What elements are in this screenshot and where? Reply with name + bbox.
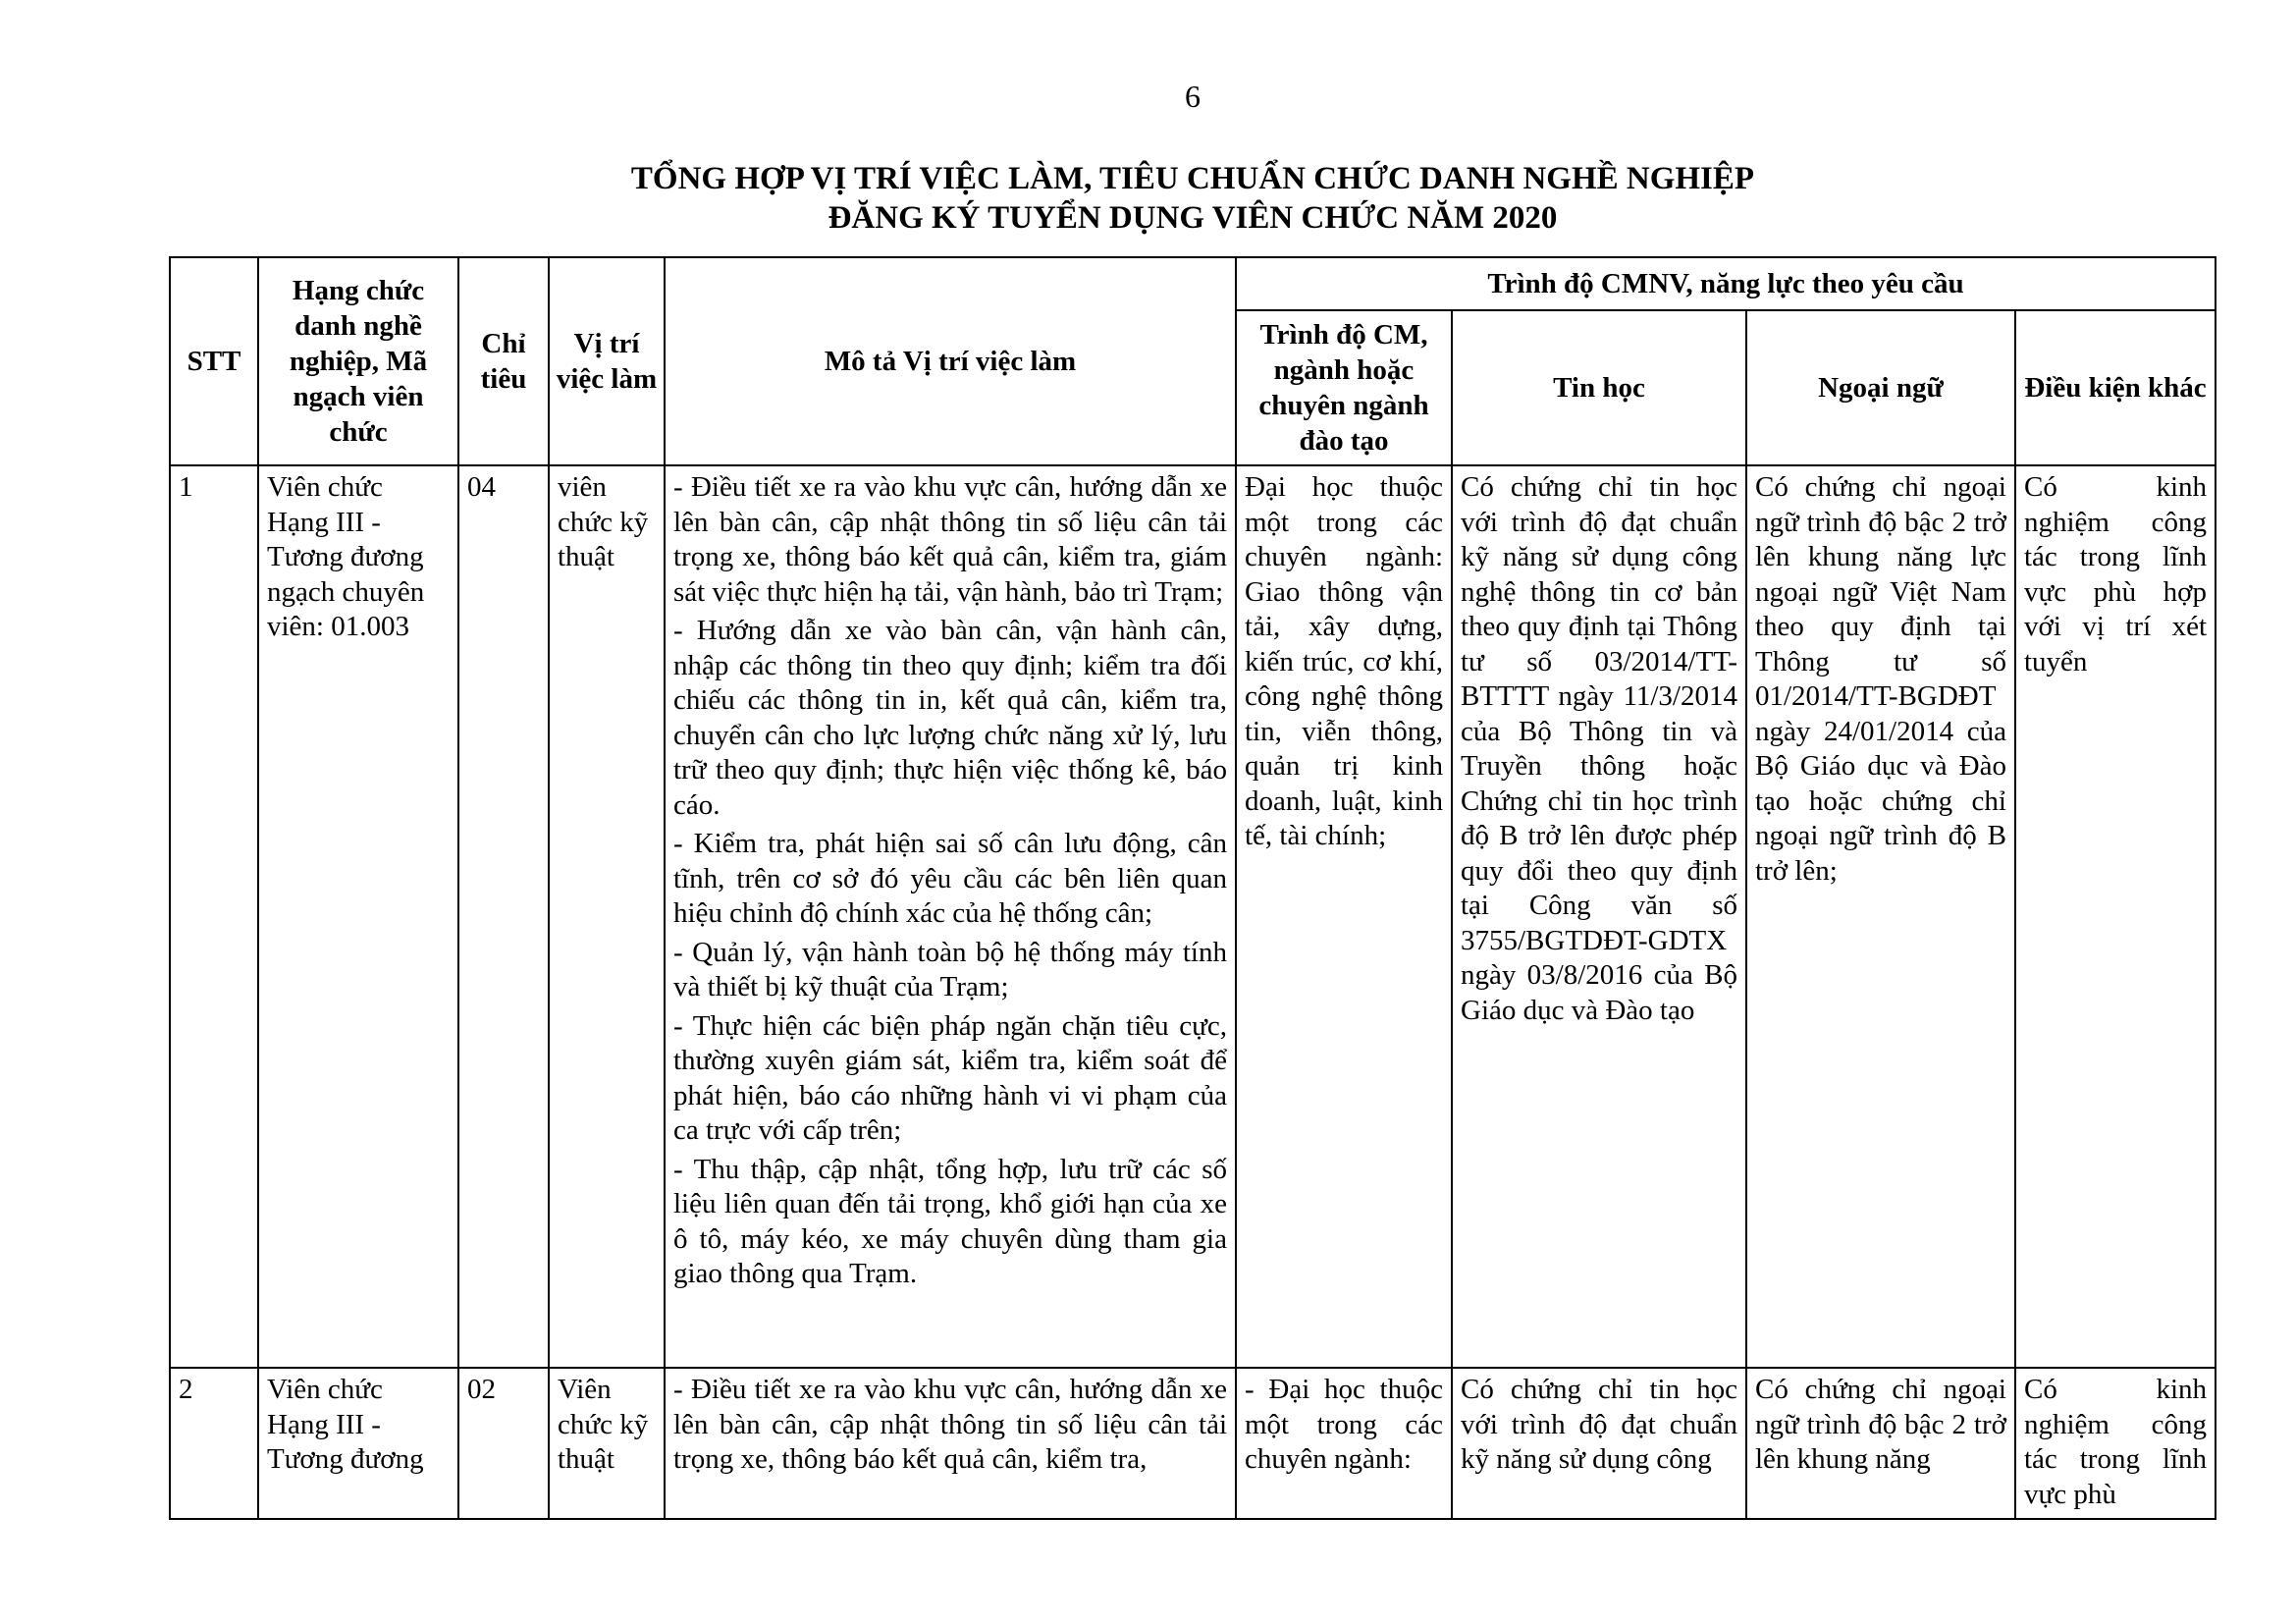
cell-ngoai-ngu: Có chứng chỉ ngoại ngữ trình độ bậc 2 trở lên khung năng — [1746, 1368, 2015, 1519]
cell-chi-tieu: 04 — [458, 465, 549, 1368]
mo-ta-paragraph: - Điều tiết xe ra vào khu vực cân, hướng dẫn xe lên bàn cân, cập nhật thông tin số liệu cân tải trọng xe, thông báo kết quả cân, kiểm tra, giám sát việc thực hiện hạ tải, vận hành, bảo trì Trạm; — [673, 471, 1227, 608]
cell-mo-ta — [665, 1368, 1236, 1519]
header-vi-tri: Vị trí việc làm — [549, 257, 665, 465]
title-line-1: TỔNG HỢP VỊ TRÍ VIỆC LÀM, TIÊU CHUẨN CHỨC DANH NGHỀ NGHIỆP — [630, 161, 1755, 196]
header-stt: STT — [170, 257, 258, 465]
page-number: 6 — [1185, 79, 1201, 114]
cell-stt: 1 — [170, 465, 258, 1368]
mo-ta-paragraph: - Quản lý, vận hành toàn bộ hệ thống máy tính và thiết bị kỹ thuật của Trạm; — [673, 936, 1227, 1002]
recruitment-table — [169, 256, 2216, 1520]
header-group-trinh-do-cmnv: Trình độ CMNV, năng lực theo yêu cầu — [1236, 257, 2216, 310]
cell-hang-chuc-danh: Viên chức Hạng III - Tương đương ngạch chuyên viên: 01.003 — [258, 465, 458, 1368]
cell-vi-tri: viên chức kỹ thuật — [549, 465, 665, 1368]
cell-chi-tieu: 02 — [458, 1368, 549, 1519]
header-trinh-do-cm: Trình độ CM, ngành hoặc chuyên ngành đào tạo — [1236, 310, 1452, 465]
header-ngoai-ngu: Ngoại ngữ — [1746, 310, 2015, 465]
mo-ta-paragraph: - Hướng dẫn xe vào bàn cân, vận hành cân, nhập các thông tin theo quy định; kiểm tra đối chiếu các thông tin in, kết quả cân, kiểm tra, chuyển cân cho lực lượng chức năng xử lý, lưu trữ theo quy định; thực hiện việc thống kê, báo cáo. — [673, 615, 1227, 821]
cell-trinh-do-cm: - Đại học thuộc một trong các chuyên ngành: — [1236, 1368, 1452, 1519]
cell-trinh-do-cm: Đại học thuộc một trong các chuyên ngành: Giao thông vận tải, xây dựng, kiến trúc, cơ khí, công nghệ thông tin, viễn thông, quản trị kinh doanh, luật, kinh tế, tài chính; — [1236, 465, 1452, 1368]
header-row-1 — [170, 257, 2216, 310]
header-dieu-kien-khac: Điều kiện khác — [2015, 310, 2216, 465]
mo-ta-paragraph: - Kiểm tra, phát hiện sai số cân lưu động, cân tĩnh, trên cơ sở đó yêu cầu các bên liên quan hiệu chỉnh độ chính xác của hệ thống cân; — [673, 828, 1227, 929]
cell-mo-ta — [665, 465, 1236, 1368]
mo-ta-paragraph: - Điều tiết xe ra vào khu vực cân, hướng dẫn xe lên bàn cân, cập nhật thông tin số liệu cân tải trọng xe, thông báo kết quả cân, kiểm tra, — [673, 1374, 1227, 1475]
cell-tin-hoc: Có chứng chỉ tin học với trình độ đạt chuẩn kỹ năng sử dụng công — [1452, 1368, 1746, 1519]
table-row — [170, 1368, 2216, 1519]
cell-dieu-kien-khac: Có kinh nghiệm công tác trong lĩnh vực phù — [2015, 1368, 2216, 1519]
mo-ta-paragraph: - Thực hiện các biện pháp ngăn chặn tiêu cực, thường xuyên giám sát, kiểm tra, kiểm soát để phát hiện, báo cáo những hành vi vi phạm của ca trực với cấp trên; — [673, 1009, 1227, 1146]
table-row — [170, 465, 2216, 1368]
cell-hang-chuc-danh: Viên chức Hạng III - Tương đương — [258, 1368, 458, 1519]
cell-ngoai-ngu: Có chứng chỉ ngoại ngữ trình độ bậc 2 trở lên khung năng lực ngoại ngữ Việt Nam theo quy định tại Thông tư số 01/2014/TT-BGDĐT ngày 24/01/2014 của Bộ Giáo dục và Đào tạo hoặc chứng chỉ ngoại ngữ trình độ B trở lên; — [1746, 465, 2015, 1368]
mo-ta-paragraph: - Thu thập, cập nhật, tổng hợp, lưu trữ các số liệu liên quan đến tải trọng, khổ giới hạn của xe ô tô, máy kéo, xe máy chuyên dùng tham gia giao thông qua Trạm. — [673, 1153, 1227, 1289]
header-tin-hoc: Tin học — [1452, 310, 1746, 465]
cell-vi-tri: Viên chức kỹ thuật — [549, 1368, 665, 1519]
title-line-2: ĐĂNG KÝ TUYỂN DỤNG VIÊN CHỨC NĂM 2020 — [828, 200, 1558, 236]
header-mo-ta: Mô tả Vị trí việc làm — [665, 257, 1236, 465]
header-chi-tieu: Chỉ tiêu — [458, 257, 549, 465]
header-hang-chuc-danh: Hạng chức danh nghề nghiệp, Mã ngạch viên chức — [258, 257, 458, 465]
cell-stt: 2 — [170, 1368, 258, 1519]
document-title — [0, 159, 2296, 238]
cell-tin-hoc: Có chứng chỉ tin học với trình độ đạt chuẩn kỹ năng sử dụng công nghệ thông tin cơ bản theo quy định tại Thông tư số 03/2014/TT-BTTTT ngày 11/3/2014 của Bộ Thông tin và Truyền thông hoặc Chứng chỉ tin học trình độ B trở lên được phép quy đổi theo quy định tại Công văn số 3755/BGTDĐT-GDTX ngày 03/8/2016 của Bộ Giáo dục và Đào tạo — [1452, 465, 1746, 1368]
cell-dieu-kien-khac: Có kinh nghiệm công tác trong lĩnh vực phù hợp với vị trí xét tuyển — [2015, 465, 2216, 1368]
